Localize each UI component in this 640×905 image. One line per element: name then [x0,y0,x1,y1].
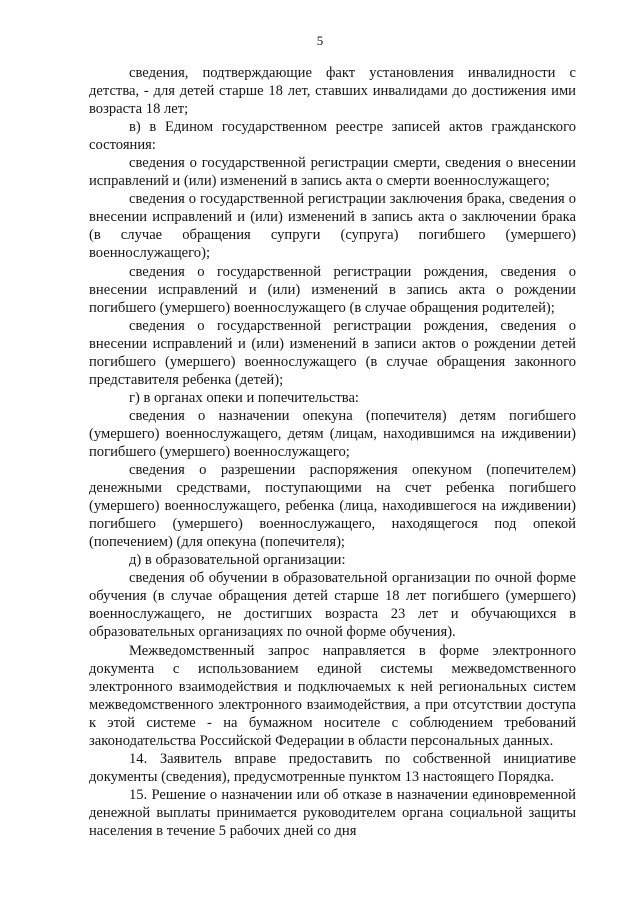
paragraph-birth-registration-parents: сведения о государственной регистрации рождения, сведения о внесении исправлений и (или) изменений в запись акта о рождении погибшего (умершего) военнослужащего (в случае обращения родителей); [89,263,576,316]
document-body [89,64,576,840]
paragraph-birth-registration-children: сведения о государственной регистрации рождения, сведения о внесении исправлений и (или) изменений в записи актов о рождении детей погибшего (умершего) военнослужащего (в случае обращения законного представителя ребенка (детей); [89,317,576,388]
page-number: 5 [316,33,324,48]
paragraph-civil-registry-heading: в) в Едином государственном реестре записей актов гражданского состояния: [89,119,576,154]
paragraph-death-registration: сведения о государственной регистрации смерти, сведения о внесении исправлений и (или) изменений в запись акта о смерти военнослужащего; [89,155,576,190]
paragraph-guardianship-heading: г) в органах опеки и попечительства: [129,389,359,406]
paragraph-item-15: 15. Решение о назначении или об отказе в назначении единовременной денежной выплаты принимается руководителем органа социальной защиты населения в течение 5 рабочих дней со дня [89,786,576,839]
paragraph-guardian-funds-permission: сведения о разрешении распоряжения опекуном (попечителем) денежными средствами, поступающими на счет ребенка погибшего (умершего) военнослужащего, ребенка (лица, находившегося на иждивении) погибшего (умершего) военнослужащего, находящегося под опекой (попечением) (для опекуна (попечителя); [89,462,576,551]
paragraph-guardian-appointment: сведения о назначении опекуна (попечителя) детям погибшего (умершего) военнослужащего, детям (лицам, находившимся на иждивении) погибшего (умершего) военнослужащего; [89,407,576,460]
paragraph-education-info: сведения об обучении в образовательной организации по очной форме обучения (в случае обращения детей старше 18 лет погибшего (умершего) военнослужащего, не достигших возраста 23 лет и обучающихся в образовательных организациях по очной форме обучения). [89,570,576,641]
paragraph-interagency-request: Межведомственный запрос направляется в форме электронного документа с использованием единой системы межведомственного электронного взаимодействия и подключаемых к ней региональных систем межведомственного электронного взаимодействия, а при отсутствии доступа к этой системе - на бумажном носителе с соблюдением требований законодательства Российской Федерации в области персональных данных. [89,642,576,749]
paragraph-education-heading: д) в образовательной организации: [129,552,346,569]
paragraph-disability-info: сведения, подтверждающие факт установления инвалидности с детства, - для детей старше 18 лет, ставших инвалидами до достижения ими возраста 18 лет; [89,65,576,118]
paragraph-marriage-registration: сведения о государственной регистрации заключения брака, сведения о внесении исправлений и (или) изменений в запись акта о заключении брака (в случае обращения супруги (супруга) погибшего (умершего) военнослужащего); [89,191,576,262]
paragraph-item-14: 14. Заявитель вправе предоставить по собственной инициативе документы (сведения), предусмотренные пунктом 13 настоящего Порядка. [89,750,576,785]
